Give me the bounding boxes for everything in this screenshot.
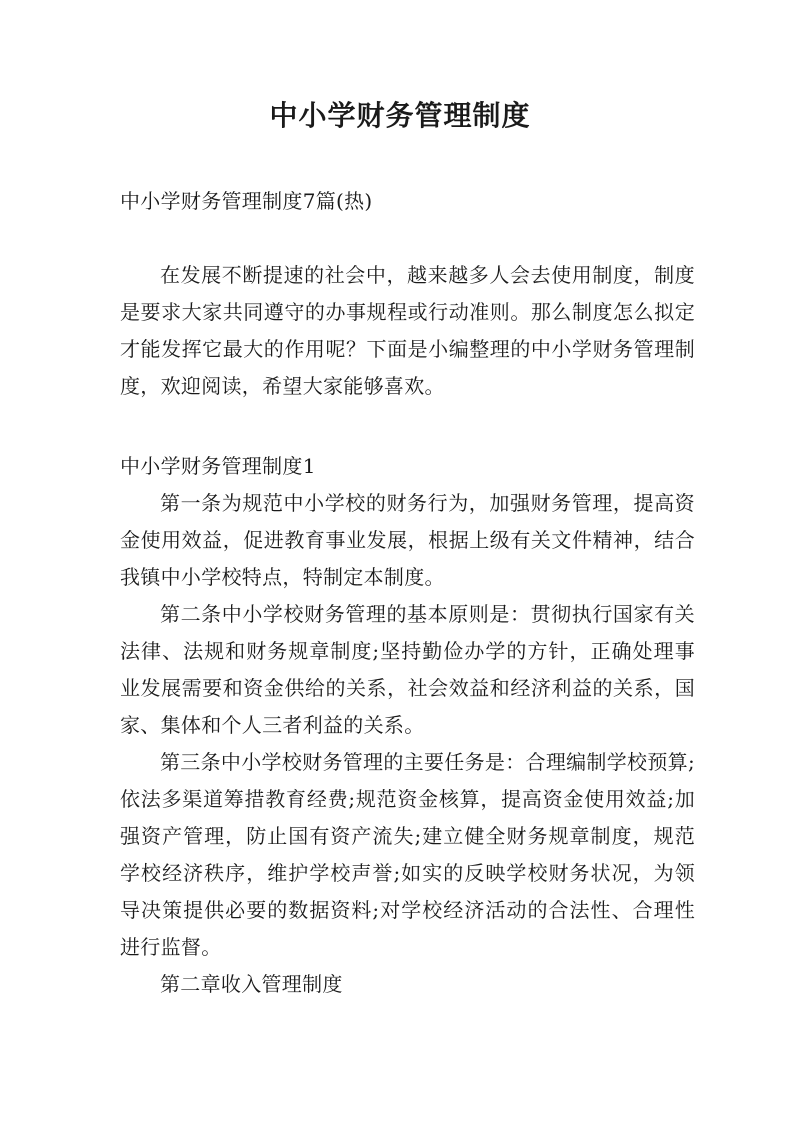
section-heading: 中小学财务管理制度1: [120, 454, 316, 478]
chapter-2-heading: 第二章收入管理制度: [160, 972, 343, 996]
intro-paragraph: 在发展不断提速的社会中，越来越多人会去使用制度，制度是要求大家共同遵守的办事规程或行动准则。那么制度怎么拟定才能发挥它最大的作用呢？下面是小编整理的中小学财务管理制度，欢迎阅读，希望大家能够喜欢。: [120, 263, 695, 398]
article-3-paragraph: 第三条中小学校财务管理的主要任务是：合理编制学校预算;依法多渠道筹措教育经费;规范资金核算，提高资金使用效益;加强资产管理，防止国有资产流失;建立健全财务规章制度，规范学校经济秩序，维护学校声誉;如实的反映学校财务状况，为领导决策提供必要的数据资料;对学校经济活动的合法性、合理性进行监督。: [120, 750, 695, 959]
section-body: [120, 485, 695, 1003]
article-1-paragraph: 第一条为规范中小学校的财务行为，加强财务管理，提高资金使用效益，促进教育事业发展，根据上级有关文件精神，结合我镇中小学校特点，特制定本制度。: [120, 491, 695, 589]
intro-section: [120, 257, 695, 405]
document-title: 中小学财务管理制度: [269, 99, 531, 132]
document-subtitle: 中小学财务管理制度7篇(热): [120, 189, 373, 213]
article-2-paragraph: 第二条中小学校财务管理的基本原则是：贯彻执行国家有关法律、法规和财务规章制度;坚持勤俭办学的方针，正确处理事业发展需要和资金供给的关系，社会效益和经济利益的关系，国家、集体和个人三者利益的关系。: [120, 602, 695, 737]
